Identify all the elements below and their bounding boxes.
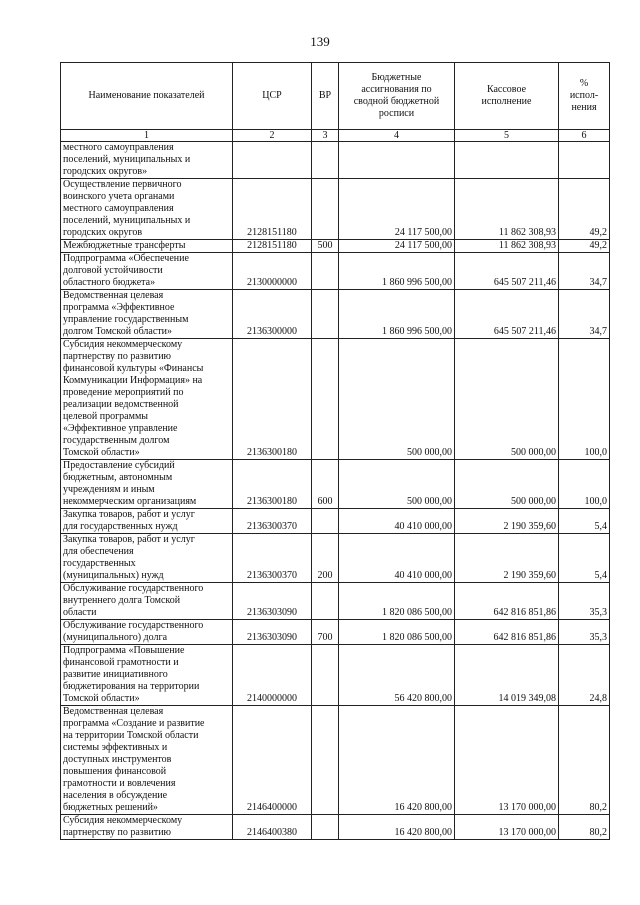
indicator-name: Субсидия некоммерческому партнерству по развитию	[61, 815, 233, 840]
cash-execution: 642 816 851,86	[455, 583, 559, 620]
table-row	[61, 290, 610, 339]
csr-code: 2140000000	[233, 645, 312, 706]
column-number: 5	[455, 130, 559, 142]
column-number: 2	[233, 130, 312, 142]
csr-code: 2146400000	[233, 706, 312, 815]
budget-allocation	[339, 142, 455, 179]
column-header: Наименование показателей	[61, 63, 233, 130]
budget-allocation: 1 820 086 500,00	[339, 620, 455, 645]
table-row	[61, 240, 610, 253]
cash-execution: 500 000,00	[455, 339, 559, 460]
budget-allocation: 16 420 800,00	[339, 706, 455, 815]
execution-percent: 5,4	[559, 534, 610, 583]
csr-code: 2130000000	[233, 253, 312, 290]
column-number: 4	[339, 130, 455, 142]
cash-execution: 2 190 359,60	[455, 509, 559, 534]
indicator-name: Субсидия некоммерческому партнерству по развитию финансовой культуры «Финансы Коммуникации Информация» на проведение мероприятий по реализации ведомственной целевой программы «Эффективное управление государственным долгом Томской области»	[61, 339, 233, 460]
budget-allocation: 500 000,00	[339, 339, 455, 460]
column-header: % испол- нения	[559, 63, 610, 130]
csr-code: 2136300180	[233, 339, 312, 460]
indicator-name: Предоставление субсидий бюджетным, автономным учреждениям и иным некоммерческим организациям	[61, 460, 233, 509]
budget-allocation: 24 117 500,00	[339, 240, 455, 253]
cash-execution: 11 862 308,93	[455, 179, 559, 240]
indicator-name: Закупка товаров, работ и услуг для государственных нужд	[61, 509, 233, 534]
cash-execution: 13 170 000,00	[455, 706, 559, 815]
execution-percent: 5,4	[559, 509, 610, 534]
budget-allocation: 16 420 800,00	[339, 815, 455, 840]
execution-percent: 35,3	[559, 583, 610, 620]
table-row	[61, 620, 610, 645]
budget-allocation: 1 860 996 500,00	[339, 290, 455, 339]
vr-code	[312, 179, 339, 240]
page-number: 139	[310, 34, 330, 49]
budget-allocation: 24 117 500,00	[339, 179, 455, 240]
vr-code	[312, 339, 339, 460]
column-header: Кассовое исполнение	[455, 63, 559, 130]
execution-percent: 34,7	[559, 253, 610, 290]
vr-code: 500	[312, 240, 339, 253]
table-row	[61, 509, 610, 534]
column-header: ВР	[312, 63, 339, 130]
table-row	[61, 179, 610, 240]
column-number: 6	[559, 130, 610, 142]
cash-execution: 645 507 211,46	[455, 253, 559, 290]
table-body	[61, 142, 610, 840]
csr-code: 2128151180	[233, 179, 312, 240]
vr-code: 700	[312, 620, 339, 645]
execution-percent: 80,2	[559, 815, 610, 840]
table-row	[61, 253, 610, 290]
table-row	[61, 706, 610, 815]
vr-code	[312, 509, 339, 534]
column-number: 1	[61, 130, 233, 142]
csr-code: 2136300370	[233, 534, 312, 583]
execution-percent: 49,2	[559, 240, 610, 253]
execution-percent: 100,0	[559, 460, 610, 509]
execution-percent	[559, 142, 610, 179]
execution-percent: 34,7	[559, 290, 610, 339]
vr-code	[312, 142, 339, 179]
table-row	[61, 339, 610, 460]
vr-code	[312, 583, 339, 620]
indicator-name: Обслуживание государственного (муниципального) долга	[61, 620, 233, 645]
cash-execution: 11 862 308,93	[455, 240, 559, 253]
execution-percent: 49,2	[559, 179, 610, 240]
vr-code: 200	[312, 534, 339, 583]
table-row	[61, 460, 610, 509]
column-header: ЦСР	[233, 63, 312, 130]
indicator-name: Осуществление первичного воинского учета органами местного самоуправления поселений, муниципальных и городских округов	[61, 179, 233, 240]
column-header: Бюджетные ассигнования по сводной бюджетной росписи	[339, 63, 455, 130]
csr-code: 2136303090	[233, 583, 312, 620]
cash-execution: 14 019 349,08	[455, 645, 559, 706]
budget-allocation: 40 410 000,00	[339, 534, 455, 583]
indicator-name: Подпрограмма «Повышение финансовой грамотности и развитие инициативного бюджетирования на территории Томской области»	[61, 645, 233, 706]
table-row	[61, 142, 610, 179]
indicator-name: Подпрограмма «Обеспечение долговой устойчивости областного бюджета»	[61, 253, 233, 290]
vr-code	[312, 290, 339, 339]
execution-percent: 35,3	[559, 620, 610, 645]
column-number: 3	[312, 130, 339, 142]
cash-execution: 2 190 359,60	[455, 534, 559, 583]
execution-percent: 80,2	[559, 706, 610, 815]
vr-code	[312, 253, 339, 290]
cash-execution: 642 816 851,86	[455, 620, 559, 645]
cash-execution	[455, 142, 559, 179]
csr-code: 2136300000	[233, 290, 312, 339]
indicator-name: Закупка товаров, работ и услуг для обеспечения государственных (муниципальных) нужд	[61, 534, 233, 583]
budget-allocation: 500 000,00	[339, 460, 455, 509]
cash-execution: 645 507 211,46	[455, 290, 559, 339]
csr-code: 2128151180	[233, 240, 312, 253]
vr-code	[312, 645, 339, 706]
table-row	[61, 583, 610, 620]
indicator-name: Межбюджетные трансферты	[61, 240, 233, 253]
csr-code	[233, 142, 312, 179]
budget-execution-table	[60, 62, 610, 840]
indicator-name: Ведомственная целевая программа «Создание и развитие на территории Томской области системы эффективных и доступных инструментов повышения финансовой грамотности и вовлечения населения в обсуждение бюджетных решений»	[61, 706, 233, 815]
vr-code	[312, 815, 339, 840]
csr-code: 2146400380	[233, 815, 312, 840]
budget-allocation: 1 860 996 500,00	[339, 253, 455, 290]
table-row	[61, 534, 610, 583]
execution-percent: 24,8	[559, 645, 610, 706]
csr-code: 2136300370	[233, 509, 312, 534]
table-row	[61, 645, 610, 706]
budget-allocation: 1 820 086 500,00	[339, 583, 455, 620]
vr-code	[312, 706, 339, 815]
budget-allocation: 56 420 800,00	[339, 645, 455, 706]
budget-allocation: 40 410 000,00	[339, 509, 455, 534]
cash-execution: 500 000,00	[455, 460, 559, 509]
table-row	[61, 815, 610, 840]
csr-code: 2136300180	[233, 460, 312, 509]
vr-code: 600	[312, 460, 339, 509]
csr-code: 2136303090	[233, 620, 312, 645]
indicator-name: Обслуживание государственного внутреннего долга Томской области	[61, 583, 233, 620]
execution-percent: 100,0	[559, 339, 610, 460]
table-header-row	[61, 63, 610, 130]
indicator-name: местного самоуправления поселений, муниципальных и городских округов»	[61, 142, 233, 179]
column-number-row	[61, 130, 610, 142]
cash-execution: 13 170 000,00	[455, 815, 559, 840]
indicator-name: Ведомственная целевая программа «Эффективное управление государственным долгом Томской области»	[61, 290, 233, 339]
